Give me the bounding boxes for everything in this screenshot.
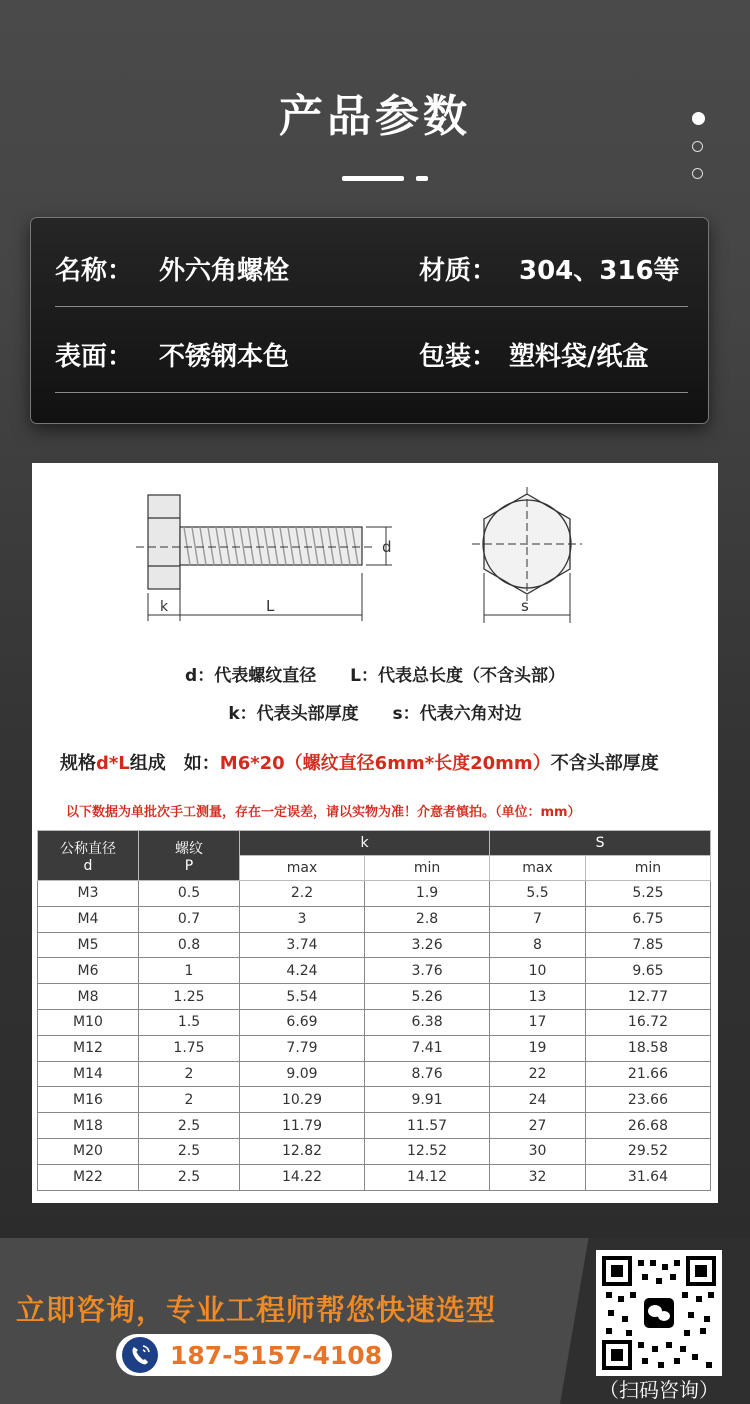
title-underline xyxy=(342,176,404,181)
table-cell: 1.5 xyxy=(139,1009,240,1035)
table-cell: M5 xyxy=(38,932,139,958)
page-indicator xyxy=(692,112,706,195)
header-diameter xyxy=(38,831,139,881)
table-cell: M14 xyxy=(38,1061,139,1087)
table-cell: 11.79 xyxy=(240,1113,365,1139)
table-cell: 9.91 xyxy=(365,1087,490,1113)
table-cell: 7.41 xyxy=(365,1035,490,1061)
title-underline-dot xyxy=(416,176,428,181)
table-cell: 18.58 xyxy=(585,1035,710,1061)
header-diameter-text: 公称直径 xyxy=(60,840,116,857)
table-cell: 12.77 xyxy=(585,984,710,1010)
table-cell: 7.85 xyxy=(585,932,710,958)
table-row xyxy=(38,958,711,984)
consult-slogan: 立即咨询，专业工程师帮您快速选型 xyxy=(16,1293,497,1327)
header-diameter-symbol: d xyxy=(83,857,93,874)
surface-value: 不锈钢本色 xyxy=(159,342,290,372)
table-cell: 10 xyxy=(490,958,586,984)
table-cell: 2 xyxy=(139,1061,240,1087)
header-pitch xyxy=(139,831,240,881)
legend-row xyxy=(32,661,718,686)
page-dot[interactable] xyxy=(692,141,703,152)
material-value: 304、316等 xyxy=(519,256,680,286)
table-cell: 14.12 xyxy=(365,1164,490,1190)
table-cell: 5.54 xyxy=(240,984,365,1010)
spec-example: M6*20（螺纹直径6mm*长度20mm） xyxy=(219,753,551,774)
phone-number: 187-5157-4108 xyxy=(170,1341,383,1370)
table-cell: 8.76 xyxy=(365,1061,490,1087)
table-cell: 0.5 xyxy=(139,881,240,907)
spec-prefix: 规格 xyxy=(60,753,96,774)
table-row xyxy=(38,1113,711,1139)
table-cell: M8 xyxy=(38,984,139,1010)
table-cell: 3.26 xyxy=(365,932,490,958)
name-label: 名称： xyxy=(55,256,134,286)
table-cell: M20 xyxy=(38,1138,139,1164)
table-cell: 5.5 xyxy=(490,881,586,907)
table-row xyxy=(38,984,711,1010)
table-cell: 2 xyxy=(139,1087,240,1113)
table-cell: 3.74 xyxy=(240,932,365,958)
table-cell: 5.26 xyxy=(365,984,490,1010)
header-s-min: min xyxy=(585,856,710,881)
page-title: 产品参数 xyxy=(279,91,471,142)
phone-icon xyxy=(122,1337,158,1373)
table-cell: 2.8 xyxy=(365,906,490,932)
table-row xyxy=(38,1061,711,1087)
table-cell: 6.38 xyxy=(365,1009,490,1035)
spec-row xyxy=(55,308,688,393)
table-cell: 21.66 xyxy=(585,1061,710,1087)
spec-mid: 组成 如： xyxy=(129,753,220,774)
table-cell: 19 xyxy=(490,1035,586,1061)
header-k: k xyxy=(240,831,490,856)
table-cell: 30 xyxy=(490,1138,586,1164)
header-k-min: min xyxy=(365,856,490,881)
table-cell: 3 xyxy=(240,906,365,932)
table-cell: M16 xyxy=(38,1087,139,1113)
qr-caption: （扫码咨询） xyxy=(599,1378,719,1402)
label-k: k xyxy=(160,599,169,615)
table-row xyxy=(38,881,711,907)
table-cell: 22 xyxy=(490,1061,586,1087)
header-s: S xyxy=(490,831,711,856)
table-cell: 2.5 xyxy=(139,1164,240,1190)
page-dot[interactable] xyxy=(692,168,703,179)
table-cell: 7.79 xyxy=(240,1035,365,1061)
table-cell: 0.7 xyxy=(139,906,240,932)
table-cell: 11.57 xyxy=(365,1113,490,1139)
table-cell: 8 xyxy=(490,932,586,958)
table-cell: 1.9 xyxy=(365,881,490,907)
spec-card xyxy=(31,218,708,423)
table-row xyxy=(38,1009,711,1035)
material-label: 材质： xyxy=(419,256,498,286)
table-cell: 10.29 xyxy=(240,1087,365,1113)
qr-code[interactable] xyxy=(596,1250,722,1376)
table-cell: M12 xyxy=(38,1035,139,1061)
packing-label: 包装： xyxy=(419,342,498,372)
table-header-row xyxy=(38,831,711,856)
table-cell: 17 xyxy=(490,1009,586,1035)
measurement-note: 以下数据为单批次手工测量，存在一定误差，请以实物为准！介意者慎拍。（单位：mm） xyxy=(66,805,581,820)
legend-s: s：代表六角对边 xyxy=(392,704,522,724)
bolt-diagram xyxy=(32,463,718,643)
table-cell: 14.22 xyxy=(240,1164,365,1190)
legend-row xyxy=(32,699,718,724)
table-row xyxy=(38,1164,711,1190)
table-row xyxy=(38,1035,711,1061)
table-cell: 23.66 xyxy=(585,1087,710,1113)
page-dot-active[interactable] xyxy=(692,112,705,125)
footer xyxy=(0,1238,750,1404)
table-cell: 9.09 xyxy=(240,1061,365,1087)
legend-d: d：代表螺纹直径 xyxy=(185,666,317,686)
table-cell: 24 xyxy=(490,1087,586,1113)
header-s-max: max xyxy=(490,856,586,881)
table-cell: 13 xyxy=(490,984,586,1010)
table-row xyxy=(38,906,711,932)
packing-value: 塑料袋/纸盒 xyxy=(509,342,649,372)
header-pitch-symbol: P xyxy=(184,857,194,874)
table-cell: 0.8 xyxy=(139,932,240,958)
surface-label: 表面： xyxy=(55,342,134,372)
table-cell: 6.75 xyxy=(585,906,710,932)
table-cell: M3 xyxy=(38,881,139,907)
label-L: L xyxy=(266,597,275,615)
header-pitch-text: 螺纹 xyxy=(175,840,203,857)
table-cell: 6.69 xyxy=(240,1009,365,1035)
spec-panel xyxy=(32,463,718,1203)
table-row xyxy=(38,932,711,958)
spec-dl: d*L xyxy=(96,753,130,774)
table-cell: 12.52 xyxy=(365,1138,490,1164)
table-cell: 26.68 xyxy=(585,1113,710,1139)
legend-L: L：代表总长度（不含头部） xyxy=(350,666,565,686)
table-body xyxy=(38,881,711,1191)
header-k-max: max xyxy=(240,856,365,881)
table-cell: M10 xyxy=(38,1009,139,1035)
legend-k: k：代表头部厚度 xyxy=(228,704,359,724)
table-cell: 2.5 xyxy=(139,1113,240,1139)
table-cell: 29.52 xyxy=(585,1138,710,1164)
table-cell: 1.75 xyxy=(139,1035,240,1061)
table-cell: 27 xyxy=(490,1113,586,1139)
table-cell: M4 xyxy=(38,906,139,932)
dimension-table xyxy=(37,830,711,1191)
phone-button[interactable] xyxy=(116,1334,392,1376)
table-cell: 1 xyxy=(139,958,240,984)
table-cell: 4.24 xyxy=(240,958,365,984)
table-cell: 31.64 xyxy=(585,1164,710,1190)
spec-row xyxy=(55,222,688,307)
table-cell: 9.65 xyxy=(585,958,710,984)
table-cell: M22 xyxy=(38,1164,139,1190)
name-value: 外六角螺栓 xyxy=(159,256,290,286)
table-cell: 12.82 xyxy=(240,1138,365,1164)
table-cell: 32 xyxy=(490,1164,586,1190)
table-cell: M18 xyxy=(38,1113,139,1139)
spec-format-line xyxy=(60,749,659,775)
spec-suffix: 不含头部厚度 xyxy=(550,753,659,774)
table-cell: 5.25 xyxy=(585,881,710,907)
table-cell: M6 xyxy=(38,958,139,984)
label-s: s xyxy=(521,597,529,615)
label-d: d xyxy=(382,538,392,556)
table-cell: 3.76 xyxy=(365,958,490,984)
table-cell: 7 xyxy=(490,906,586,932)
table-row xyxy=(38,1087,711,1113)
table-cell: 2.5 xyxy=(139,1138,240,1164)
table-cell: 2.2 xyxy=(240,881,365,907)
table-row xyxy=(38,1138,711,1164)
table-cell: 16.72 xyxy=(585,1009,710,1035)
table-cell: 1.25 xyxy=(139,984,240,1010)
